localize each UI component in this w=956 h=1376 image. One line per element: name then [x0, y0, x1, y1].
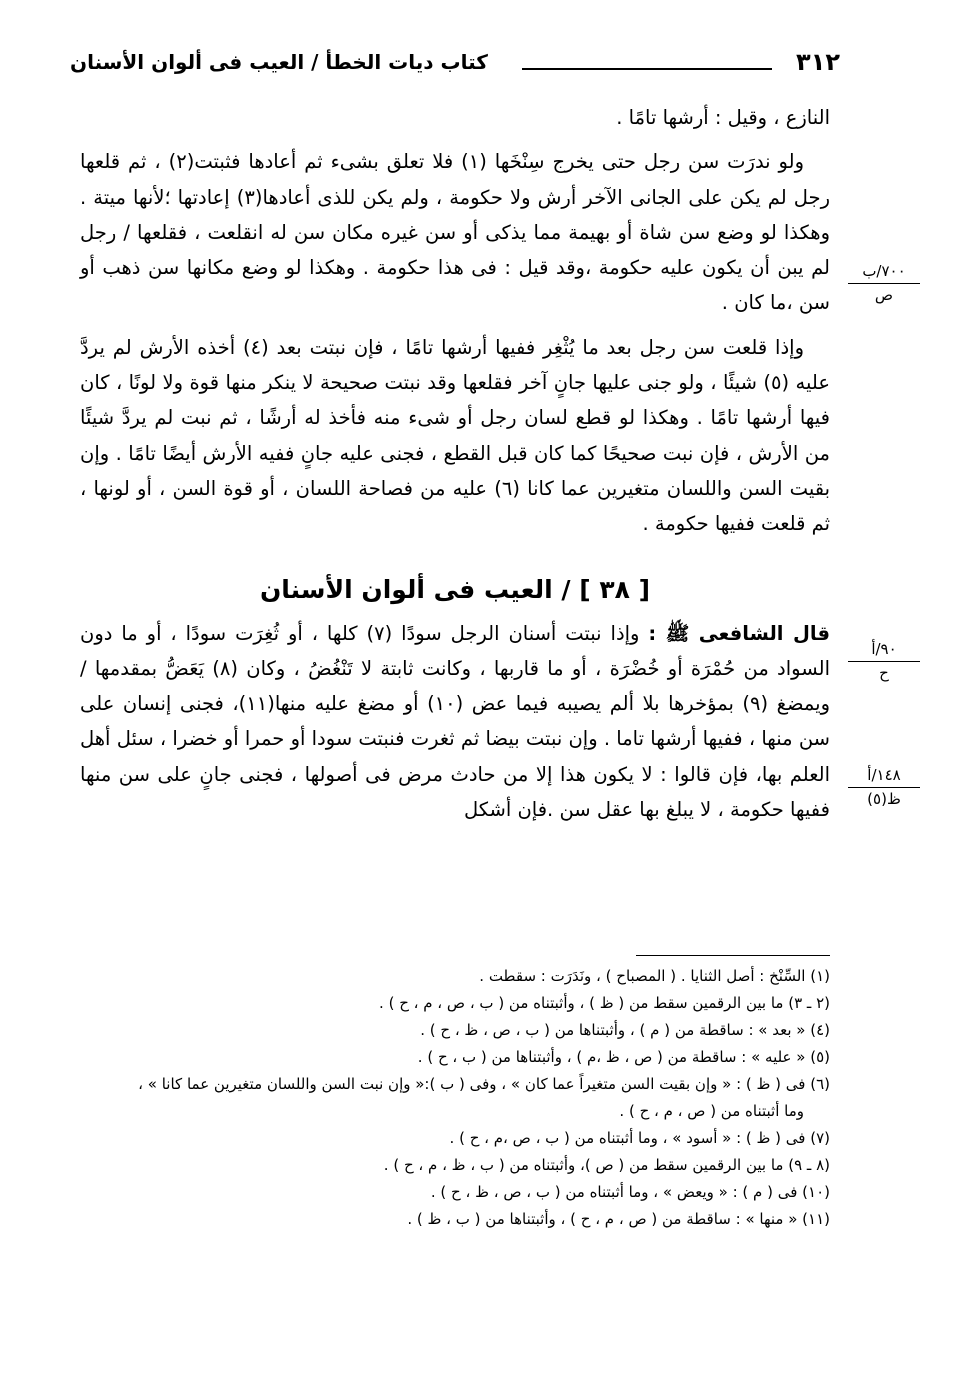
margin-note-3 — [848, 766, 920, 808]
footnote: (٢ ـ ٣) ما بين الرقمين سقط من ( ظ ) ، وأثبتناه من ( ب ، ص ، م ، ح ) . — [379, 994, 830, 1012]
margin-note-2 — [848, 640, 920, 682]
footnote: (٤) « بعد » : ساقطة من ( م ) ، وأثبتناها من ( ب ، ص ، ظ ، ح ) . — [420, 1021, 830, 1039]
footnote: (٨ ـ ٩) ما بين الرقمين سقط من ( ص )، وأثبتناه من ( ب ، ظ ، م ، ح ) . — [383, 1156, 830, 1174]
paragraph-1: النازع ، وقيل : أرشها تامًا . — [616, 106, 830, 129]
section-heading: [ ٣٨ ] / العيب فى ألوان الأسنان — [259, 574, 651, 604]
footnote: (٧) فى ( ظ ) : « أسود » ، وما أثبتناه من ( ب ، ص ،م ، ح ) . — [449, 1129, 830, 1147]
footnote: (٦) فى ( ظ ) : « وإن بقيت السن متغيراً عما كان » ، وفى ( ب ):« وإن نبت السن واللسان متغيرين عما كانا » ، — [138, 1075, 830, 1093]
footnote: (١٠) فى ( م ) : « ويعض » ، وما أثبتناه من ( ب ، ص ، ظ ، ح ) . — [430, 1183, 830, 1201]
margin-note-folio: ٩٠/أ — [848, 640, 920, 662]
paragraph-2: ولو ندرَت سن رجل حتى يخرج سِنْخَها (١) فلا تعلق بشىء ثم أعادها فثبتت(٢) ، ثم قلعها رجل لم يكن على الجانى الآخر أرش ولا حكومة ، ولم يكن للذى أعادها(٣) إعادتها ؛لأنها ميتة . وهكذا لو وضع سن شاة أو بهيمة مما يذكى أو سن غيره مكان سن له انقلعت ، فقلعها / رجل لم يبن أن يكون عليه حكومة ،وقد قيل : فى هذا حكومة . وهكذا لو وضع مكانها سن ذهب أو سن ،ما كان . — [80, 150, 831, 315]
margin-note-folio: ١٤٨/أ — [848, 766, 920, 788]
footnote: (١) السِّنْخ : أصل الثنايا . ( المصباح ) ، ونَدَرَت : سقطت . — [479, 967, 830, 985]
page-header — [70, 46, 840, 90]
running-title: كتاب ديات الخطأ / العيب فى ألوان الأسنان — [70, 50, 488, 74]
section-text: وإذا نبتت أسنان الرجل سودًا (٧) كلها ، أو ثُغِرَت سودًا ، أو ما دون السواد من حُمْرَة أو خُضْرَة ، أو ما قاربها ، وكانت ثابتة لا تَنْغُضُ ، وكان (٨) يَعَضُّ بمقدمها / ويمضغ (٩) بمؤخرها بلا ألم يصيبه فيما عض (١٠) أو مضغ عليه منها(١١)، فجنى إنسان على سن منها ، ففيها أرشها تاما . وإن نبتت بيضا ثم ثغرت فنبتت سودا أو حمرا أو خضرا ، سئل أهل العلم بها، فإن قالوا : لا يكون هذا إلا من حادث مرض فى أصولها ، فجنى جانٍ على سن منها ففيها حكومة ، لا يبلغ بها عقل سن .فإن أشكل — [80, 621, 830, 822]
section-paragraph — [80, 616, 830, 828]
paragraph-3: وإذا قلعت سن رجل بعد ما يُثْغِر ففيها أرشها تامًا ، فإن نبتت بعد (٤) أخذه الأرش لم يردَّ عليه (٥) شيئًا ، ولو جنى عليها جانٍ آخر فقلعها وقد نبتت صحيحة لا ينكر منها قوة ولا لونًا ، كان فيها أرشها تامًا . وهكذا لو قطع لسان رجل أو شىء منه فأخذ له أرشًا ، ثم نبت لم يردَّ شيئًا من الأرش ، فإن نبت صحيحًا كما كان قبل القطع ، فجنى عليه جانٍ ففيه الأرش أيضًا تامًا . وإن بقيت السن واللسان متغيرين عما كانا (٦) عليه من فصاحة اللسان ، أو قوة السن ، أو لونها ، ثم قلعت ففيها حكومة . — [80, 335, 830, 536]
margin-note-siglum: ظ(٥) — [867, 790, 901, 808]
margin-note-siglum: ح — [879, 664, 889, 682]
footnote-continuation: وما أثبتناه من ( ص ، م ، ح ) . — [619, 1102, 804, 1120]
margin-note-folio: ٧٠٠/ب — [848, 262, 920, 284]
page-number: ٣١٢ — [796, 48, 840, 76]
footnote: (١١) « منها » : ساقطة من ( ص ، م ، ح ) ، وأثبتناها من ( ب ، ظ ) . — [407, 1210, 830, 1228]
margin-note-siglum: ص — [874, 286, 894, 304]
header-rule — [522, 68, 772, 70]
main-text — [80, 100, 830, 827]
footnotes — [80, 963, 830, 1233]
footnote: (٥) « عليه » : ساقطة من ( ص ، ظ ،م ) ، وأثبتناها من ( ب ، ح ) . — [417, 1048, 830, 1066]
margin-note-1 — [848, 262, 920, 304]
speaker-attribution: قال الشافعى ﷺ : — [648, 621, 831, 645]
footnote-rule — [636, 955, 830, 956]
